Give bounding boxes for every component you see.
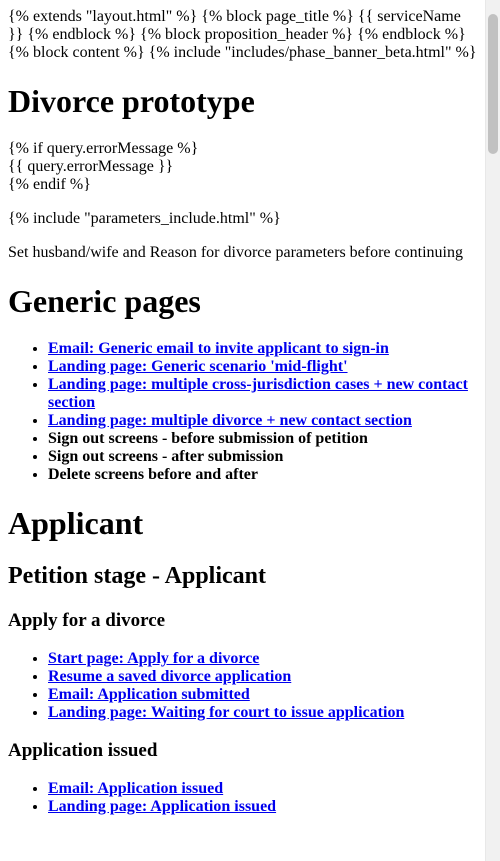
list-item[interactable] (48, 704, 478, 722)
error-message-code: {{ query.errorMessage }} (8, 158, 174, 175)
apply-for-divorce-list (8, 650, 478, 722)
list-item (48, 448, 478, 466)
parameters-include-code: {% include "parameters_include.html" %} (8, 210, 281, 227)
list-item-link[interactable]: Landing page: multiple divorce + new contact section (48, 412, 412, 429)
error-endif-code: {% endif %} (8, 176, 91, 193)
list-item-link[interactable]: Email: Generic email to invite applicant to sign-in (48, 340, 389, 357)
generic-pages-list (8, 340, 478, 484)
generic-pages-heading: Generic pages (8, 283, 201, 319)
list-item[interactable] (48, 376, 478, 412)
list-item-link[interactable]: Resume a saved divorce application (48, 668, 292, 685)
list-item-link[interactable]: Email: Application submitted (48, 686, 250, 703)
list-item[interactable] (48, 358, 478, 376)
application-issued-list (8, 780, 478, 816)
list-item-link[interactable]: Landing page: multiple cross-jurisdiction cases + new contact section (48, 376, 468, 411)
list-item-link[interactable]: Landing page: Application issued (48, 798, 277, 815)
instructions-text: Set husband/wife and Reason for divorce parameters before continuing (8, 244, 463, 261)
list-item-label: Delete screens before and after (48, 466, 258, 483)
list-item-link[interactable]: Email: Application issued (48, 780, 224, 797)
error-if-code: {% if query.errorMessage %} (8, 140, 199, 157)
list-item[interactable] (48, 650, 478, 668)
list-item[interactable] (48, 780, 478, 798)
list-item-link[interactable]: Landing page: Generic scenario 'mid-flight' (48, 358, 348, 375)
list-item[interactable] (48, 668, 478, 686)
template-header-code: {% extends "layout.html" %} {% block page_title %} {{ serviceName }} {% endblock %} {% block proposition_header %} {% endblock %} {% block content %} {% include "includes/phase_banner_beta.html" %} (8, 8, 477, 61)
page-title: Divorce prototype (8, 83, 255, 119)
list-item[interactable] (48, 412, 478, 430)
list-item (48, 430, 478, 448)
list-item[interactable] (48, 686, 478, 704)
list-item-label: Sign out screens - after submission (48, 448, 284, 465)
vertical-scrollbar[interactable] (485, 0, 500, 861)
applicant-heading: Applicant (8, 505, 144, 541)
list-item (48, 466, 478, 484)
list-item-label: Sign out screens - before submission of petition (48, 430, 368, 447)
list-item[interactable] (48, 798, 478, 816)
petition-stage-heading: Petition stage - Applicant (8, 563, 266, 589)
scrollbar-thumb[interactable] (488, 14, 498, 154)
error-template-block (8, 140, 478, 194)
list-item-link[interactable]: Landing page: Waiting for court to issue application (48, 704, 405, 721)
application-issued-heading: Application issued (8, 740, 158, 761)
list-item[interactable] (48, 340, 478, 358)
list-item-link[interactable]: Start page: Apply for a divorce (48, 650, 260, 667)
apply-for-divorce-heading: Apply for a divorce (8, 610, 166, 631)
